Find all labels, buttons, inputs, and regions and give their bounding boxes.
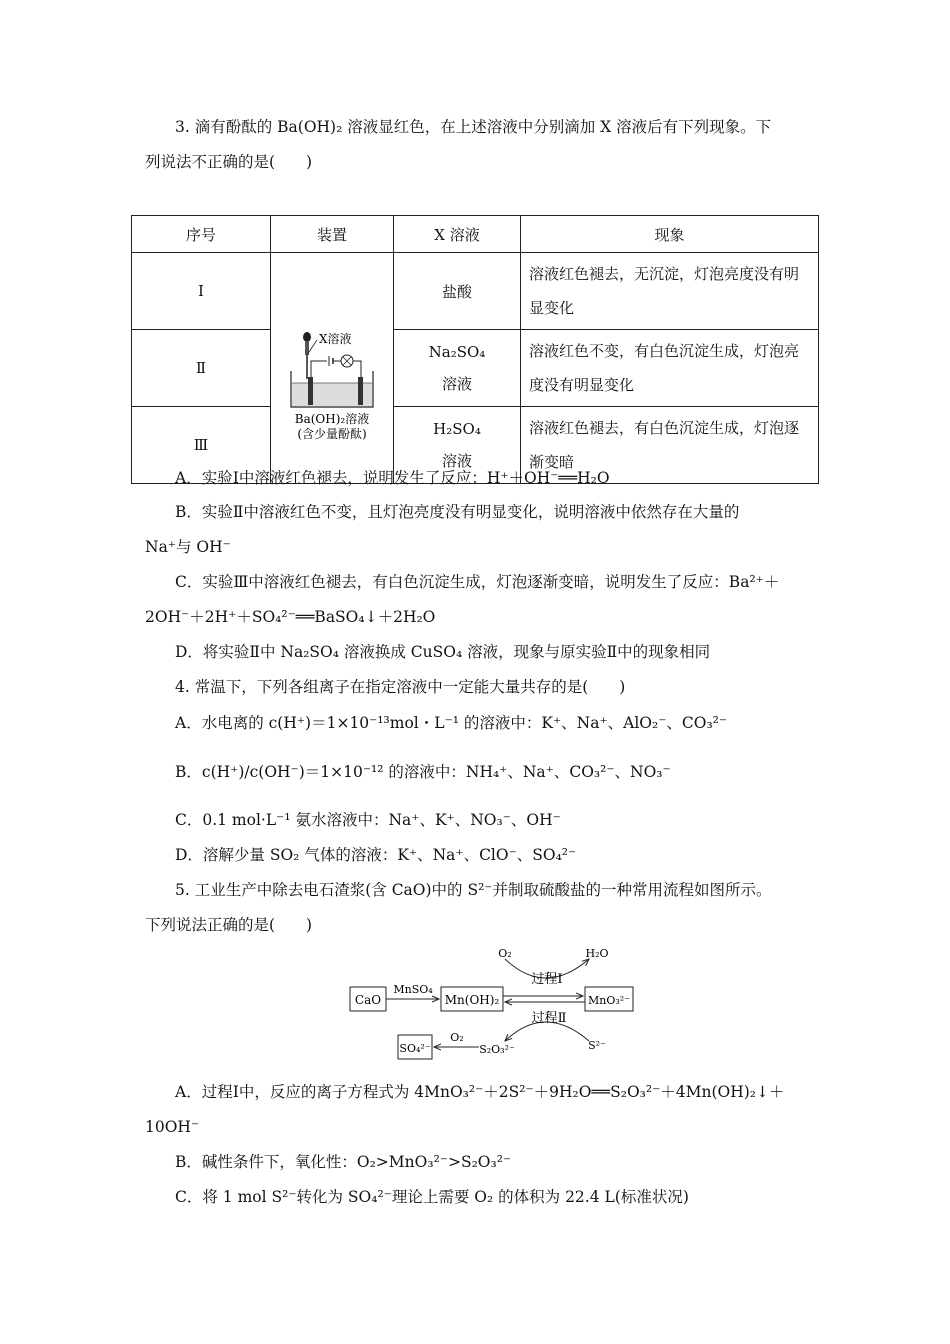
x-solution-suffix: 溶液 (441, 452, 472, 470)
q4-option-a: A．水电离的 c(H⁺)＝1×10⁻¹³mol・L⁻¹ 的溶液中：K⁺、Na⁺、AlO₂⁻、CO₃²⁻ (175, 714, 728, 732)
label-so4: SO₄²⁻ (399, 1042, 431, 1055)
label-s2o3: S₂O₃²⁻ (479, 1043, 515, 1056)
label-mno3: MnO₃²⁻ (588, 994, 630, 1007)
x-solution-name: H₂SO₄ (433, 420, 481, 438)
phenolphthalein-note: (含少量酚酞) (297, 427, 367, 441)
q3-option-b-line2: Na⁺与 OH⁻ (145, 538, 231, 556)
label-process2: 过程Ⅱ (531, 1011, 567, 1026)
label-s2: S²⁻ (588, 1039, 606, 1052)
col-header-x-solution: X 溶液 (394, 216, 521, 253)
q5-option-b: B．碱性条件下，氧化性：O₂>MnO₃²⁻>S₂O₃²⁻ (175, 1153, 512, 1171)
q4-option-d: D．溶解少量 SO₂ 气体的溶液：K⁺、Na⁺、ClO⁻、SO₄²⁻ (175, 846, 577, 864)
x-solution: 盐酸 (394, 253, 521, 330)
q3-option-a: A．实验Ⅰ中溶液红色褪去，说明发生了反应：H⁺＋OH⁻══H₂O (175, 469, 610, 487)
label-mnso4: MnSO₄ (393, 983, 433, 996)
label-o2-top: O₂ (498, 947, 512, 960)
experiment-table (131, 215, 819, 484)
apparatus-cell (271, 253, 394, 484)
q5-option-a-line2: 10OH⁻ (145, 1118, 200, 1136)
bariumhydroxide-label: Ba(OH)₂溶液 (294, 412, 370, 426)
phenomenon: 溶液红色不变，有白色沉淀生成，灯泡亮度没有明显变化 (521, 330, 819, 407)
q4-option-c: C．0.1 mol·L⁻¹ 氨水溶液中：Na⁺、K⁺、NO₃⁻、OH⁻ (175, 811, 561, 829)
phenomenon: 溶液红色褪去，有白色沉淀生成，灯泡逐渐变暗 (521, 407, 819, 484)
label-o2-bottom: O₂ (450, 1031, 464, 1044)
q4-stem: 4. 常温下，下列各组离子在指定溶液中一定能大量共存的是( ) (175, 678, 626, 696)
label-process1: 过程Ⅰ (531, 972, 563, 987)
q3-option-b-line1: B．实验Ⅱ中溶液红色不变，且灯泡亮度没有明显变化，说明溶液中依然存在大量的 (175, 503, 740, 521)
q3-option-d: D．将实验Ⅱ中 Na₂SO₄ 溶液换成 CuSO₄ 溶液，现象与原实验Ⅱ中的现象相同 (175, 643, 711, 661)
q3-stem-line1: 3. 滴有酚酞的 Ba(OH)₂ 溶液显红色，在上述溶液中分别滴加 X 溶液后有下列现象。下 (175, 118, 772, 136)
q3-stem-line2: 列说法不正确的是( ) (145, 153, 313, 171)
x-solution (394, 330, 521, 407)
x-solution-label: X溶液 (319, 332, 352, 346)
q3-option-c-line1: C．实验Ⅲ中溶液红色褪去，有白色沉淀生成，灯泡逐渐变暗，说明发生了反应：Ba²⁺＋ (175, 573, 780, 591)
col-header-apparatus: 装置 (271, 216, 394, 253)
q4-option-b: B．c(H⁺)/c(OH⁻)＝1×10⁻¹² 的溶液中：NH₄⁺、Na⁺、CO₃²⁻、NO₃⁻ (175, 763, 671, 781)
col-header-phenomenon: 现象 (521, 216, 819, 253)
x-solution-suffix: 溶液 (441, 375, 472, 393)
row-number: Ⅲ (132, 407, 271, 484)
electrolysis-apparatus-figure (277, 291, 387, 441)
label-mnoh2: Mn(OH)₂ (444, 993, 500, 1007)
process-flow-diagram (345, 945, 645, 1065)
x-solution-name: Na₂SO₄ (428, 343, 486, 361)
row-number: Ⅱ (132, 330, 271, 407)
q5-stem-line1: 5. 工业生产中除去电石渣浆(含 CaO)中的 S²⁻并制取硫酸盐的一种常用流程如图所示。 (175, 881, 772, 899)
phenomenon: 溶液红色褪去，无沉淀，灯泡亮度没有明显变化 (521, 253, 819, 330)
row-number: Ⅰ (132, 253, 271, 330)
q5-option-c: C．将 1 mol S²⁻转化为 SO₄²⁻理论上需要 O₂ 的体积为 22.4 L(标准状况) (175, 1188, 689, 1206)
q5-stem-line2: 下列说法正确的是( ) (145, 916, 313, 934)
col-header-number: 序号 (132, 216, 271, 253)
label-cao: CaO (354, 993, 382, 1007)
label-h2o: H₂O (585, 947, 609, 960)
table-row (132, 330, 819, 407)
q5-option-a-line1: A．过程Ⅰ中，反应的离子方程式为 4MnO₃²⁻＋2S²⁻＋9H₂O══S₂O₃²⁻＋4Mn(OH)₂↓＋ (175, 1083, 785, 1101)
q3-option-c-line2: 2OH⁻＋2H⁺＋SO₄²⁻══BaSO₄↓＋2H₂O (145, 608, 436, 626)
table-row (132, 253, 819, 330)
